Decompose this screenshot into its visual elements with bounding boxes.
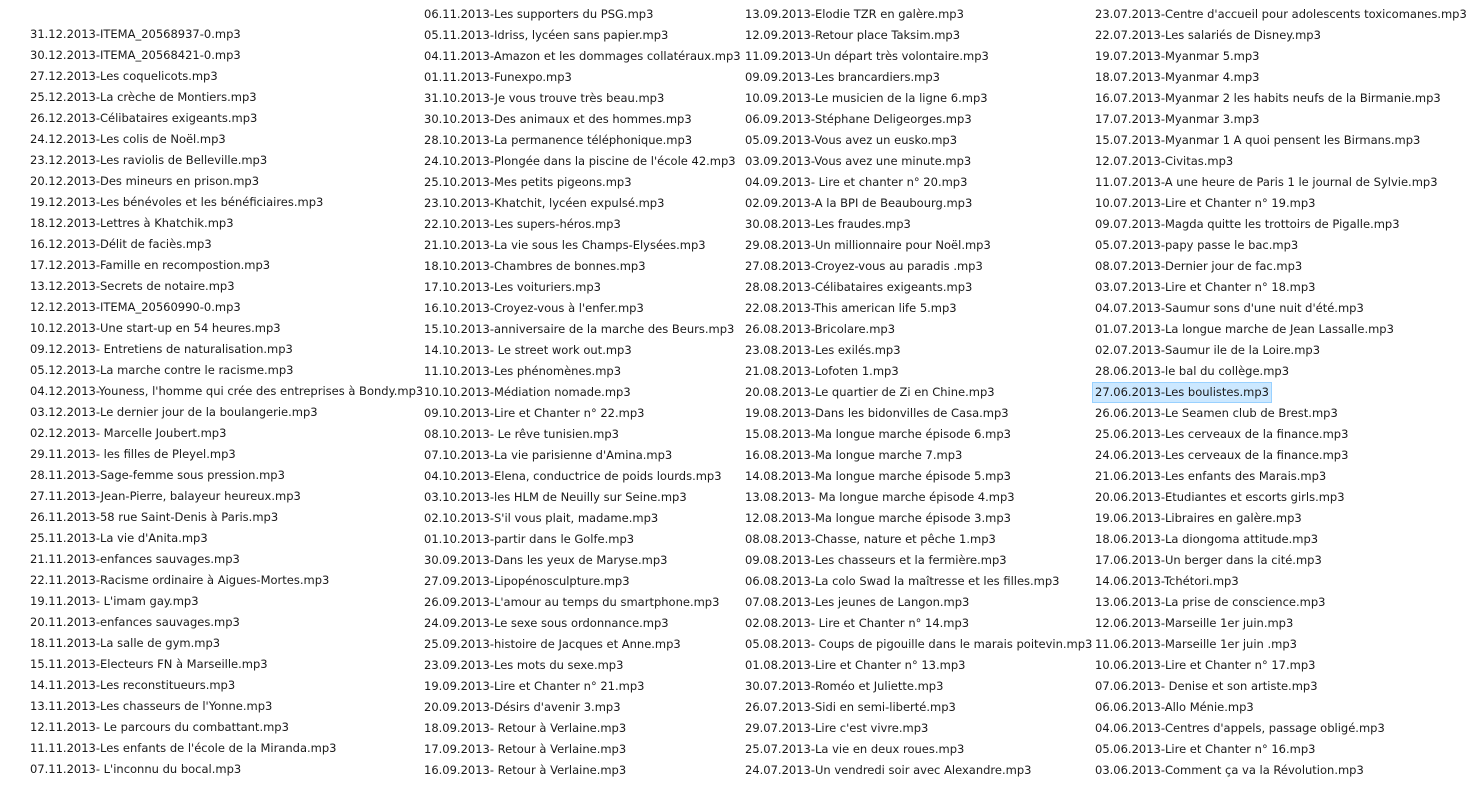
- file-item[interactable]: 05.09.2013-Vous avez un eusko.mp3: [745, 133, 958, 147]
- file-item[interactable]: 25.10.2013-Mes petits pigeons.mp3: [424, 175, 632, 189]
- file-item[interactable]: 25.11.2013-La vie d'Anita.mp3: [30, 531, 208, 545]
- file-item[interactable]: 02.09.2013-A la BPI de Beaubourg.mp3: [745, 196, 973, 210]
- file-item[interactable]: 19.06.2013-Libraires en galère.mp3: [1095, 511, 1302, 525]
- file-item[interactable]: 13.08.2013- Ma longue marche épisode 4.mp3: [745, 490, 1015, 504]
- file-item[interactable]: 31.10.2013-Je vous trouve très beau.mp3: [424, 91, 665, 105]
- file-item-selected[interactable]: 27.06.2013-Les boulistes.mp3: [1093, 383, 1271, 402]
- file-item[interactable]: 09.07.2013-Magda quitte les trottoirs de Pigalle.mp3: [1095, 217, 1400, 231]
- file-item[interactable]: 17.10.2013-Les voituriers.mp3: [424, 280, 601, 294]
- file-item[interactable]: 09.10.2013-Lire et Chanter n° 22.mp3: [424, 406, 645, 420]
- file-item[interactable]: 28.10.2013-La permanence téléphonique.mp3: [424, 133, 693, 147]
- file-item[interactable]: 20.06.2013-Etudiantes et escorts girls.mp3: [1095, 490, 1345, 504]
- file-item[interactable]: 17.09.2013- Retour à Verlaine.mp3: [424, 742, 627, 756]
- file-item[interactable]: 02.07.2013-Saumur ile de la Loire.mp3: [1095, 343, 1321, 357]
- file-item[interactable]: 29.07.2013-Lire c'est vivre.mp3: [745, 721, 929, 735]
- file-item[interactable]: 06.06.2013-Allo Ménie.mp3: [1095, 700, 1254, 714]
- file-item[interactable]: 11.06.2013-Marseille 1er juin .mp3: [1095, 637, 1297, 651]
- file-item[interactable]: 21.11.2013-enfances sauvages.mp3: [30, 552, 240, 566]
- file-item[interactable]: 02.12.2013- Marcelle Joubert.mp3: [30, 426, 227, 440]
- file-item[interactable]: 18.09.2013- Retour à Verlaine.mp3: [424, 721, 627, 735]
- file-item[interactable]: 26.11.2013-58 rue Saint-Denis à Paris.mp3: [30, 510, 279, 524]
- file-item[interactable]: 17.12.2013-Famille en recompostion.mp3: [30, 258, 271, 272]
- file-item[interactable]: 20.09.2013-Désirs d'avenir 3.mp3: [424, 700, 621, 714]
- file-item[interactable]: 30.12.2013-ITEMA_20568421-0.mp3: [30, 48, 241, 62]
- file-item[interactable]: 29.08.2013-Un millionnaire pour Noël.mp3: [745, 238, 991, 252]
- file-item[interactable]: 10.09.2013-Le musicien de la ligne 6.mp3: [745, 91, 988, 105]
- file-item[interactable]: 10.06.2013-Lire et Chanter n° 17.mp3: [1095, 658, 1316, 672]
- file-item[interactable]: 27.09.2013-Lipopénosculpture.mp3: [424, 574, 630, 588]
- file-item[interactable]: 27.12.2013-Les coquelicots.mp3: [30, 69, 218, 83]
- file-item[interactable]: 31.12.2013-ITEMA_20568937-0.mp3: [30, 27, 241, 41]
- file-item[interactable]: 17.06.2013-Un berger dans la cité.mp3: [1095, 553, 1322, 567]
- file-item[interactable]: 16.10.2013-Croyez-vous à l'enfer.mp3: [424, 301, 644, 315]
- file-item[interactable]: 24.07.2013-Un vendredi soir avec Alexandre.mp3: [745, 763, 1032, 777]
- file-item[interactable]: 19.11.2013- L'imam gay.mp3: [30, 594, 199, 608]
- file-item[interactable]: 04.11.2013-Amazon et les dommages collatéraux.mp3: [424, 49, 741, 63]
- file-item[interactable]: 05.12.2013-La marche contre le racisme.mp3: [30, 363, 294, 377]
- file-item[interactable]: 22.11.2013-Racisme ordinaire à Aigues-Mortes.mp3: [30, 573, 330, 587]
- file-item[interactable]: 12.11.2013- Le parcours du combattant.mp3: [30, 720, 289, 734]
- file-item[interactable]: 19.09.2013-Lire et Chanter n° 21.mp3: [424, 679, 645, 693]
- file-item[interactable]: 23.07.2013-Centre d'accueil pour adolescents toxicomanes.mp3: [1095, 7, 1467, 21]
- file-item[interactable]: 12.09.2013-Retour place Taksim.mp3: [745, 28, 961, 42]
- file-item[interactable]: 23.08.2013-Les exilés.mp3: [745, 343, 901, 357]
- file-item[interactable]: 01.08.2013-Lire et Chanter n° 13.mp3: [745, 658, 966, 672]
- file-item[interactable]: 05.06.2013-Lire et Chanter n° 16.mp3: [1095, 742, 1316, 756]
- file-item[interactable]: 25.06.2013-Les cerveaux de la finance.mp3: [1095, 427, 1349, 441]
- file-item[interactable]: 14.11.2013-Les reconstitueurs.mp3: [30, 678, 236, 692]
- file-item[interactable]: 26.07.2013-Sidi en semi-liberté.mp3: [745, 700, 956, 714]
- file-item[interactable]: 19.07.2013-Myanmar 5.mp3: [1095, 49, 1260, 63]
- file-item[interactable]: 23.09.2013-Les mots du sexe.mp3: [424, 658, 624, 672]
- file-item[interactable]: 03.10.2013-les HLM de Neuilly sur Seine.mp3: [424, 490, 687, 504]
- file-item[interactable]: 23.10.2013-Khatchit, lycéen expulsé.mp3: [424, 196, 665, 210]
- file-item[interactable]: 13.11.2013-Les chasseurs de l'Yonne.mp3: [30, 699, 273, 713]
- file-item[interactable]: 18.07.2013-Myanmar 4.mp3: [1095, 70, 1260, 84]
- file-item[interactable]: 16.08.2013-Ma longue marche 7.mp3: [745, 448, 963, 462]
- file-item[interactable]: 15.11.2013-Electeurs FN à Marseille.mp3: [30, 657, 268, 671]
- file-item[interactable]: 06.08.2013-La colo Swad la maîtresse et les filles.mp3: [745, 574, 1060, 588]
- file-item[interactable]: 04.06.2013-Centres d'appels, passage obligé.mp3: [1095, 721, 1385, 735]
- file-item[interactable]: 07.10.2013-La vie parisienne d'Amina.mp3: [424, 448, 673, 462]
- file-item[interactable]: 25.09.2013-histoire de Jacques et Anne.mp3: [424, 637, 681, 651]
- file-item[interactable]: 02.10.2013-S'il vous plait, madame.mp3: [424, 511, 659, 525]
- file-item[interactable]: 28.08.2013-Célibataires exigeants.mp3: [745, 280, 973, 294]
- file-item[interactable]: 02.08.2013- Lire et Chanter n° 14.mp3: [745, 616, 970, 630]
- file-item[interactable]: 28.11.2013-Sage-femme sous pression.mp3: [30, 468, 285, 482]
- file-item[interactable]: 18.11.2013-La salle de gym.mp3: [30, 636, 221, 650]
- file-item[interactable]: 29.11.2013- les filles de Pleyel.mp3: [30, 447, 236, 461]
- file-item[interactable]: 12.12.2013-ITEMA_20560990-0.mp3: [30, 300, 241, 314]
- file-item[interactable]: 09.12.2013- Entretiens de naturalisation.mp3: [30, 342, 293, 356]
- file-item[interactable]: 19.12.2013-Les bénévoles et les bénéficiaires.mp3: [30, 195, 324, 209]
- file-item[interactable]: 14.10.2013- Le street work out.mp3: [424, 343, 632, 357]
- file-item[interactable]: 18.10.2013-Chambres de bonnes.mp3: [424, 259, 646, 273]
- file-item[interactable]: 16.07.2013-Myanmar 2 les habits neufs de la Birmanie.mp3: [1095, 91, 1441, 105]
- file-item[interactable]: 11.10.2013-Les phénomènes.mp3: [424, 364, 622, 378]
- file-item[interactable]: 15.07.2013-Myanmar 1 A quoi pensent les Birmans.mp3: [1095, 133, 1421, 147]
- file-item[interactable]: 08.10.2013- Le rêve tunisien.mp3: [424, 427, 619, 441]
- file-item[interactable]: 20.11.2013-enfances sauvages.mp3: [30, 615, 240, 629]
- file-item[interactable]: 22.10.2013-Les supers-héros.mp3: [424, 217, 621, 231]
- file-item[interactable]: 21.06.2013-Les enfants des Marais.mp3: [1095, 469, 1327, 483]
- file-item[interactable]: 22.07.2013-Les salariés de Disney.mp3: [1095, 28, 1321, 42]
- file-item[interactable]: 04.09.2013- Lire et chanter n° 20.mp3: [745, 175, 968, 189]
- file-item[interactable]: 09.09.2013-Les brancardiers.mp3: [745, 70, 940, 84]
- file-item[interactable]: 14.08.2013-Ma longue marche épisode 5.mp3: [745, 469, 1011, 483]
- file-item[interactable]: 27.08.2013-Croyez-vous au paradis .mp3: [745, 259, 983, 273]
- file-item[interactable]: 18.06.2013-La diongoma attitude.mp3: [1095, 532, 1319, 546]
- file-item[interactable]: 25.12.2013-La crèche de Montiers.mp3: [30, 90, 257, 104]
- file-item[interactable]: 05.07.2013-papy passe le bac.mp3: [1095, 238, 1299, 252]
- file-item[interactable]: 10.10.2013-Médiation nomade.mp3: [424, 385, 631, 399]
- file-item[interactable]: 12.06.2013-Marseille 1er juin.mp3: [1095, 616, 1294, 630]
- file-item[interactable]: 30.07.2013-Roméo et Juliette.mp3: [745, 679, 944, 693]
- file-item[interactable]: 23.12.2013-Les raviolis de Belleville.mp3: [30, 153, 268, 167]
- file-item[interactable]: 13.12.2013-Secrets de notaire.mp3: [30, 279, 235, 293]
- file-item[interactable]: 08.08.2013-Chasse, nature et pêche 1.mp3: [745, 532, 996, 546]
- file-item[interactable]: 01.11.2013-Funexpo.mp3: [424, 70, 572, 84]
- file-item[interactable]: 11.09.2013-Un départ très volontaire.mp3: [745, 49, 989, 63]
- file-item[interactable]: 05.08.2013- Coups de pigouille dans le marais poitevin.mp3: [745, 637, 1093, 651]
- file-item[interactable]: 01.07.2013-La longue marche de Jean Lassalle.mp3: [1095, 322, 1394, 336]
- file-item[interactable]: 13.06.2013-La prise de conscience.mp3: [1095, 595, 1326, 609]
- file-item[interactable]: 10.12.2013-Une start-up en 54 heures.mp3: [30, 321, 281, 335]
- file-item[interactable]: 07.08.2013-Les jeunes de Langon.mp3: [745, 595, 970, 609]
- file-item[interactable]: 21.08.2013-Lofoten 1.mp3: [745, 364, 899, 378]
- file-item[interactable]: 26.12.2013-Célibataires exigeants.mp3: [30, 111, 258, 125]
- file-item[interactable]: 04.12.2013-Youness, l'homme qui crée des entreprises à Bondy.mp3: [30, 384, 424, 398]
- file-item[interactable]: 30.09.2013-Dans les yeux de Maryse.mp3: [424, 553, 668, 567]
- file-item[interactable]: 11.07.2013-A une heure de Paris 1 le journal de Sylvie.mp3: [1095, 175, 1438, 189]
- file-item[interactable]: 09.08.2013-Les chasseurs et la fermière.mp3: [745, 553, 1007, 567]
- file-item[interactable]: 24.09.2013-Le sexe sous ordonnance.mp3: [424, 616, 669, 630]
- file-item[interactable]: 14.06.2013-Tchétori.mp3: [1095, 574, 1239, 588]
- file-item[interactable]: 07.06.2013- Denise et son artiste.mp3: [1095, 679, 1318, 693]
- file-item[interactable]: 22.08.2013-This american life 5.mp3: [745, 301, 957, 315]
- file-item[interactable]: 07.11.2013- L'inconnu du bocal.mp3: [30, 762, 242, 776]
- file-item[interactable]: 06.09.2013-Stéphane Deligeorges.mp3: [745, 112, 972, 126]
- file-item[interactable]: 21.10.2013-La vie sous les Champs-Elysées.mp3: [424, 238, 706, 252]
- file-item[interactable]: 30.10.2013-Des animaux et des hommes.mp3: [424, 112, 692, 126]
- file-item[interactable]: 11.11.2013-Les enfants de l'école de la Miranda.mp3: [30, 741, 337, 755]
- file-item[interactable]: 27.11.2013-Jean-Pierre, balayeur heureux.mp3: [30, 489, 301, 503]
- file-item[interactable]: 04.10.2013-Elena, conductrice de poids lourds.mp3: [424, 469, 722, 483]
- file-item[interactable]: 20.12.2013-Des mineurs en prison.mp3: [30, 174, 260, 188]
- file-item[interactable]: 03.06.2013-Comment ça va la Révolution.mp3: [1095, 763, 1364, 777]
- file-item[interactable]: 13.09.2013-Elodie TZR en galère.mp3: [745, 7, 964, 21]
- file-item[interactable]: 03.07.2013-Lire et Chanter n° 18.mp3: [1095, 280, 1316, 294]
- file-item[interactable]: 15.10.2013-anniversaire de la marche des Beurs.mp3: [424, 322, 735, 336]
- file-item[interactable]: 24.06.2013-Les cerveaux de la finance.mp3: [1095, 448, 1349, 462]
- file-item[interactable]: 26.09.2013-L'amour au temps du smartphone.mp3: [424, 595, 720, 609]
- file-item[interactable]: 28.06.2013-le bal du collège.mp3: [1095, 364, 1290, 378]
- file-item[interactable]: 03.12.2013-Le dernier jour de la boulangerie.mp3: [30, 405, 318, 419]
- file-item[interactable]: 16.09.2013- Retour à Verlaine.mp3: [424, 763, 627, 777]
- file-item[interactable]: 25.07.2013-La vie en deux roues.mp3: [745, 742, 965, 756]
- file-item[interactable]: 26.08.2013-Bricolare.mp3: [745, 322, 896, 336]
- file-item[interactable]: 03.09.2013-Vous avez une minute.mp3: [745, 154, 972, 168]
- file-item[interactable]: 16.12.2013-Délit de faciès.mp3: [30, 237, 212, 251]
- file-item[interactable]: 17.07.2013-Myanmar 3.mp3: [1095, 112, 1260, 126]
- file-item[interactable]: 12.08.2013-Ma longue marche épisode 3.mp3: [745, 511, 1011, 525]
- file-item[interactable]: 20.08.2013-Le quartier de Zi en Chine.mp3: [745, 385, 995, 399]
- file-item[interactable]: 18.12.2013-Lettres à Khatchik.mp3: [30, 216, 234, 230]
- file-item[interactable]: 19.08.2013-Dans les bidonvilles de Casa.mp3: [745, 406, 1009, 420]
- file-item[interactable]: 05.11.2013-Idriss, lycéen sans papier.mp3: [424, 28, 669, 42]
- file-item[interactable]: 30.08.2013-Les fraudes.mp3: [745, 217, 911, 231]
- file-item[interactable]: 10.07.2013-Lire et Chanter n° 19.mp3: [1095, 196, 1316, 210]
- file-item[interactable]: 04.07.2013-Saumur sons d'une nuit d'été.mp3: [1095, 301, 1364, 315]
- file-item[interactable]: 24.10.2013-Plongée dans la piscine de l'école 42.mp3: [424, 154, 736, 168]
- file-item[interactable]: 24.12.2013-Les colis de Noël.mp3: [30, 132, 226, 146]
- file-item[interactable]: 15.08.2013-Ma longue marche épisode 6.mp3: [745, 427, 1011, 441]
- file-item[interactable]: 01.10.2013-partir dans le Golfe.mp3: [424, 532, 635, 546]
- file-item[interactable]: 12.07.2013-Civitas.mp3: [1095, 154, 1234, 168]
- file-item[interactable]: 26.06.2013-Le Seamen club de Brest.mp3: [1095, 406, 1338, 420]
- file-item[interactable]: 08.07.2013-Dernier jour de fac.mp3: [1095, 259, 1303, 273]
- file-item[interactable]: 06.11.2013-Les supporters du PSG.mp3: [424, 7, 654, 21]
